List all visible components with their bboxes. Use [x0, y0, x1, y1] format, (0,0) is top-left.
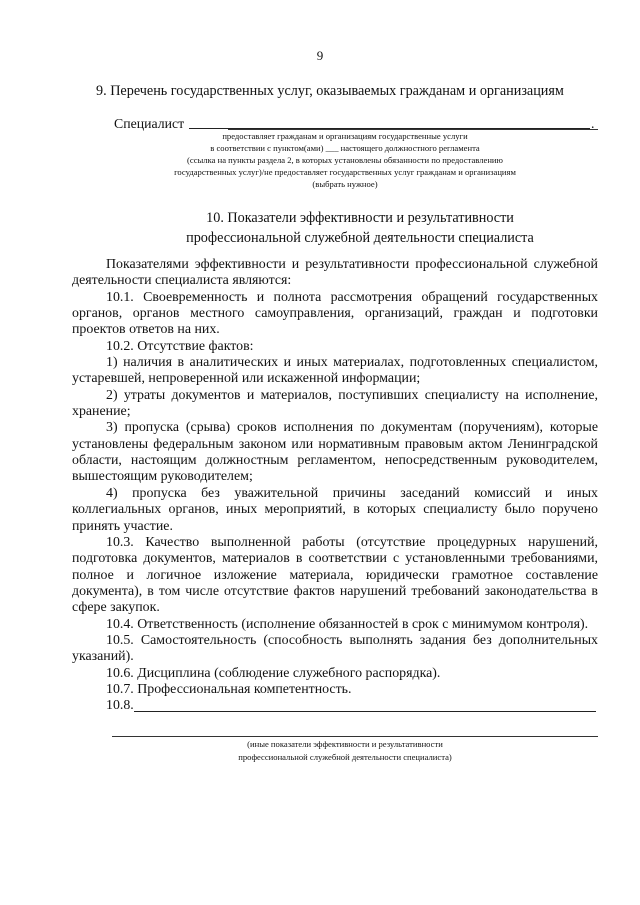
item-10-2: 10.2. Отсутствие фактов: — [106, 338, 254, 354]
item-10-2-3: 3) пропуска (срыва) сроков исполнения по документам (поручениям), которые установлены федеральным законом или нормативным правовым актом Ленинградской области, настоящим должностным регламентом, непосредственным руководителем, вышестоящим руководителем; — [72, 420, 598, 485]
item-10-6: 10.6. Дисциплина (соблюдение служебного распорядка). — [106, 665, 441, 681]
section-10-heading-line-1: 10. Показатели эффективности и результативности — [206, 210, 514, 226]
item-10-4: 10.4. Ответственность (исполнение обязанностей в срок с минимумом контроля). — [106, 616, 589, 632]
note-line-4: государственных услуг)/не предоставляет государственных услуг гражданам и организациям — [174, 167, 516, 177]
note-line-5: (выбрать нужное) — [312, 179, 378, 189]
item-10-2-1: 1) наличия в аналитических и иных материалах, подготовленных специалистом, устаревшей, непроверенной или искаженной информации; — [72, 355, 598, 387]
section-10-body — [72, 257, 598, 715]
section-10-heading-line-2: профессиональной служебной деятельности специалиста — [186, 230, 534, 246]
item-10-7: 10.7. Профессиональная компетентность. — [106, 681, 352, 697]
item-10-1: 10.1. Своевременность и полнота рассмотрения обращений государственных органов, органов местного самоуправления, организаций, граждан и подготовки проектов ответов на них. — [72, 289, 598, 338]
footnote-line-1: (иные показатели эффективности и результативности — [247, 739, 443, 749]
item-10-2-2: 2) утраты документов и материалов, поступивших специалисту на исполнение, хранение; — [72, 387, 598, 420]
specialist-line-dot: . — [591, 116, 595, 131]
page-number: 9 — [316, 48, 324, 63]
intro-paragraph: Показателями эффективности и результативности профессиональной служебной деятельности специалиста являются: — [72, 257, 598, 289]
section-9-heading: 9. Перечень государственных услуг, оказываемых гражданам и организациям — [96, 83, 564, 99]
note-top-rule — [228, 129, 598, 130]
item-10-5: 10.5. Самостоятельность (способность выполнять задания без дополнительных указаний). — [72, 632, 598, 665]
item-10-3: 10.3. Качество выполненной работы (отсутствие процедурных нарушений, подготовка документов, материалов в соответствии с установленными требованиями, полное и логичное изложение материала, юридически грамотное составление документа), в том числе отсутствие фактов нарушений требований законодательства в сфере закупок. — [72, 534, 598, 616]
specialist-label: Специалист — [114, 116, 185, 131]
footnote-top-rule — [112, 736, 598, 737]
item-10-8-row — [72, 698, 598, 715]
item-10-8-label: 10.8. — [106, 698, 134, 714]
section-10-heading — [60, 208, 640, 248]
footnote — [90, 738, 600, 764]
note-line-1: предоставляет гражданам и организациям государственные услуги — [222, 131, 468, 141]
item-10-8-fill-line — [134, 711, 596, 712]
footnote-line-2: профессиональной служебной деятельности специалиста) — [238, 752, 452, 762]
note-line-3: (ссылка на пункты раздела 2, в которых установлены обязанности по предоставлению — [187, 155, 503, 165]
item-10-2-4: 4) пропуска без уважительной причины заседаний комиссий и иных коллегиальных органов, иных мероприятий, в которых специалисту было поручено принять участие. — [72, 485, 598, 534]
note-line-2: в соответствии с пунктом(ами) ___ настоящего должностного регламента — [210, 143, 480, 153]
